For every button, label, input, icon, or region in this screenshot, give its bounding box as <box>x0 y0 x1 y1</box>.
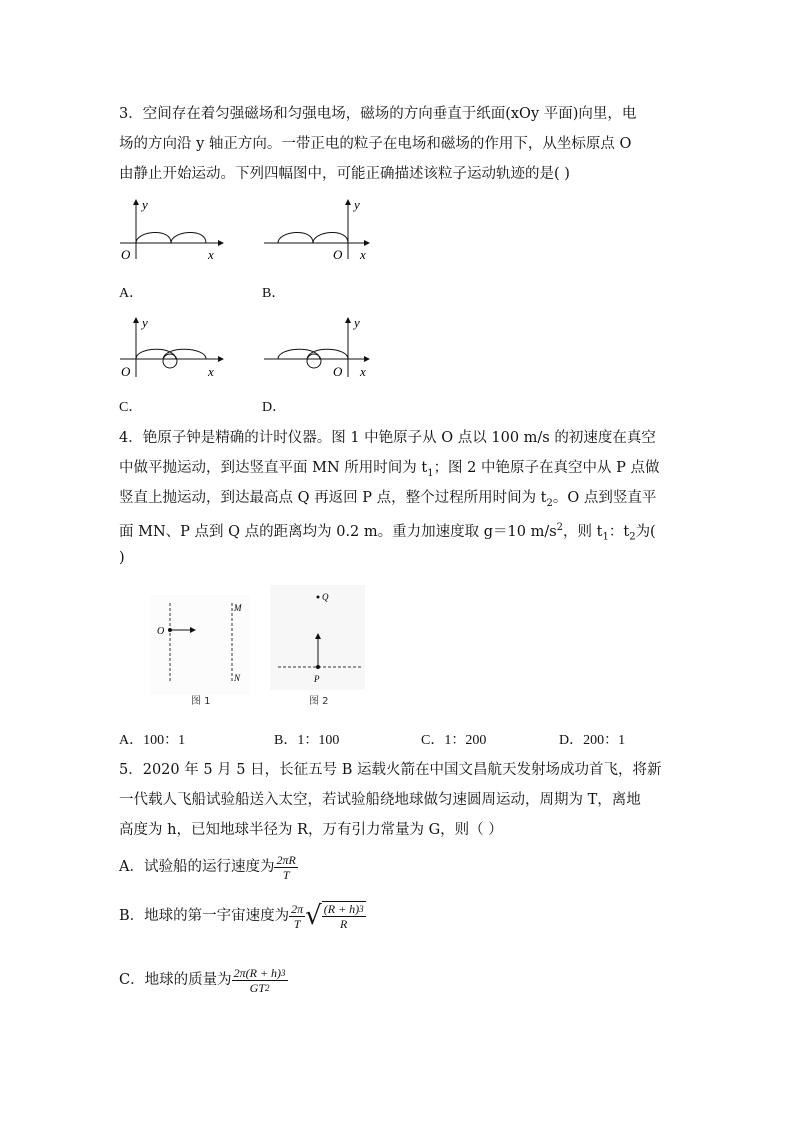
q4-line-4: 面 MN、P 点到 Q 点的距离均为 0.2 m。重力加速度取 g＝10 $m/s^2$，则 $t_1$：$t_2$为( <box>119 522 656 543</box>
q4-option-d[interactable]: D．200：1 <box>559 733 626 748</box>
point-o-label: O <box>157 626 165 637</box>
figure-2-caption: 图 2 <box>309 696 329 707</box>
q4-line-2: 中做平抛运动，到达竖直平面 MN 所用时间为 $t_1$；图 2 中铯原子在真空中从 P 点做 <box>119 460 660 479</box>
origin-label: O <box>333 364 343 379</box>
radical-sign: √ <box>305 901 322 931</box>
axis-x-label: x <box>208 247 214 262</box>
q3-line-3: 由静止开始运动。下列四幅图中，可能正确描述该粒子运动轨迹的是( ) <box>119 166 570 182</box>
q5-option-c[interactable]: C．地球的质量为 $\frac{2\pi(R + h)^3}{GT^2}$ <box>119 965 286 995</box>
point-q-label: Q <box>322 592 329 602</box>
axis-y-label: y <box>142 315 148 330</box>
q5-line-2: 一代载人飞船试验船送入太空，若试验船绕地球做匀速圆周运动，周期为 T，离地 <box>119 792 641 808</box>
q4-line-3: 竖直上抛运动，到达最高点 Q 再返回 P 点，整个过程所用时间为 $t_2$。O 点到竖直平 <box>119 490 657 509</box>
figure-2-vertical-projectile <box>270 585 365 690</box>
q4-option-c[interactable]: C．1：200 <box>421 733 487 748</box>
velocity-formula: $\frac{2\pi R}{T}$ <box>276 852 296 882</box>
trajectory-figure-d <box>262 315 374 383</box>
origin-label: O <box>121 364 131 379</box>
q4-line-5: ) <box>119 550 125 566</box>
axis-y-label: y <box>354 197 360 212</box>
q4-option-b[interactable]: B．1：100 <box>274 733 340 748</box>
axis-y-label: y <box>354 315 360 330</box>
origin-label: O <box>333 247 343 262</box>
q3-line-1: 3．空间存在着匀强磁场和匀强电场，磁场的方向垂直于纸面(xOy 平面)向里，电 <box>119 106 637 122</box>
plane-m-label: M <box>234 603 242 613</box>
q5-option-b[interactable]: B．地球的第一宇宙速度为 $\frac{2\pi}{T}$ √ $\frac{(R + h)^3}{R}$ <box>119 901 364 931</box>
plane-n-label: N <box>234 673 241 683</box>
origin-label: O <box>121 247 131 262</box>
axis-x-label: x <box>208 364 214 379</box>
q3-option-b[interactable]: B． <box>262 286 286 301</box>
q5-line-3: 高度为 h，已知地球半径为 R，万有引力常量为 G，则（ ） <box>119 822 503 838</box>
trajectory-figure-a <box>118 197 228 265</box>
radicand-fraction: $\frac{(R + h)^3}{R}$ <box>323 902 364 931</box>
trajectory-figure-b <box>262 197 374 265</box>
q3-line-2: 场的方向沿 y 轴正方向。一带正电的粒子在电场和磁场的作用下，从坐标原点 O <box>119 136 632 152</box>
earth-mass-formula: $\frac{2\pi(R + h)^3}{GT^2}$ <box>233 965 286 995</box>
q3-option-c[interactable]: C． <box>119 400 143 415</box>
axis-y-label: y <box>142 197 148 212</box>
point-p-label: P <box>314 674 320 684</box>
q4-line-1: 4．铯原子钟是精确的计时仪器。图 1 中铯原子从 O 点以 100 m/s 的初速度在真空 <box>119 430 656 446</box>
q3-option-d[interactable]: D． <box>262 400 287 415</box>
figure-1-horizontal-projectile <box>150 595 250 695</box>
q5-line-1: 5．2020 年 5 月 5 日，长征五号 B 运载火箭在中国文昌航天发射场成功首飞，将新 <box>119 762 662 778</box>
axis-x-label: x <box>360 247 366 262</box>
q5-option-a[interactable]: A．试验船的运行速度为 $\frac{2\pi R}{T}$ <box>119 852 296 882</box>
figure-1-caption: 图 1 <box>191 696 211 707</box>
trajectory-figure-c <box>118 315 228 383</box>
q4-option-a[interactable]: A．100：1 <box>119 733 186 748</box>
axis-x-label: x <box>360 364 366 379</box>
q3-option-a[interactable]: A． <box>119 286 144 301</box>
first-cosmic-velocity-coefficient: $\frac{2\pi}{T}$ <box>291 901 304 931</box>
